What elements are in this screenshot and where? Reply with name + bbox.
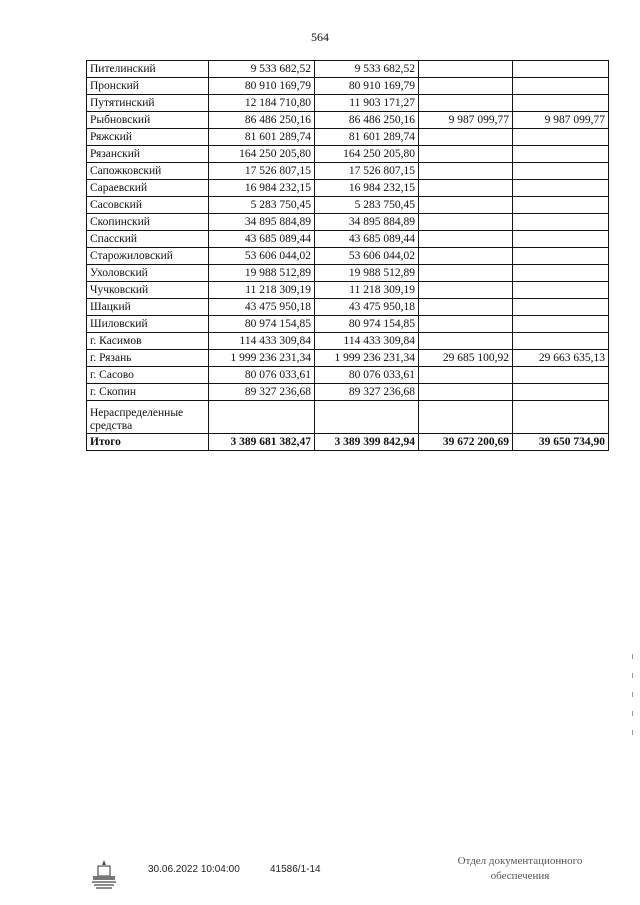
district-name-cell: Нераспределенные средства	[87, 401, 209, 434]
table-row	[87, 163, 609, 180]
amount-cell: 43 475 950,18	[315, 299, 419, 316]
amount-cell	[419, 282, 513, 299]
amount-cell: 89 327 236,68	[209, 384, 315, 401]
amount-cell: 43 685 089,44	[315, 231, 419, 248]
footer-doc-number: 41586/1-14	[270, 864, 321, 875]
table-row	[87, 248, 609, 265]
amount-cell: 16 984 232,15	[315, 180, 419, 197]
table-row	[87, 367, 609, 384]
amount-cell: 9 533 682,52	[209, 61, 315, 78]
amount-cell: 34 895 884,89	[209, 214, 315, 231]
page-number: 564	[311, 30, 329, 44]
amount-cell: 29 663 635,13	[513, 350, 609, 367]
amount-cell	[209, 401, 315, 434]
amount-cell	[419, 299, 513, 316]
amount-cell: 81 601 289,74	[315, 129, 419, 146]
district-name-cell: Чучковский	[87, 282, 209, 299]
amount-cell	[419, 61, 513, 78]
amount-cell: 9 987 099,77	[513, 112, 609, 129]
amount-cell: 11 218 309,19	[209, 282, 315, 299]
district-name-cell: Сараевский	[87, 180, 209, 197]
scan-marks	[630, 640, 634, 840]
district-name-cell: Сасовский	[87, 197, 209, 214]
district-name-cell: Ряжский	[87, 129, 209, 146]
district-name-cell: Шиловский	[87, 316, 209, 333]
table-row	[87, 299, 609, 316]
footer-datetime: 30.06.2022 10:04:00	[148, 864, 240, 875]
amount-cell: 39 650 734,90	[513, 434, 609, 451]
amount-cell: 12 184 710,80	[209, 95, 315, 112]
amount-cell	[419, 401, 513, 434]
amount-cell: 19 988 512,89	[315, 265, 419, 282]
table-row	[87, 265, 609, 282]
table-row	[87, 95, 609, 112]
amount-cell	[513, 282, 609, 299]
amount-cell: 164 250 205,80	[209, 146, 315, 163]
table-row	[87, 112, 609, 129]
amount-cell: 1 999 236 231,34	[315, 350, 419, 367]
amount-cell: 5 283 750,45	[209, 197, 315, 214]
district-name-cell: Путятинский	[87, 95, 209, 112]
table-row	[87, 350, 609, 367]
amount-cell	[513, 265, 609, 282]
amount-cell: 43 685 089,44	[209, 231, 315, 248]
district-name-cell: г. Рязань	[87, 350, 209, 367]
district-name-cell: Скопинский	[87, 214, 209, 231]
amount-cell	[513, 163, 609, 180]
district-name-cell: Старожиловский	[87, 248, 209, 265]
amount-cell	[513, 61, 609, 78]
amount-cell: 29 685 100,92	[419, 350, 513, 367]
table-row	[87, 231, 609, 248]
office-stamp	[440, 854, 600, 884]
amount-cell: 34 895 884,89	[315, 214, 419, 231]
district-name-cell: г. Скопин	[87, 384, 209, 401]
amount-cell: 164 250 205,80	[315, 146, 419, 163]
amount-cell: 86 486 250,16	[315, 112, 419, 129]
amount-cell	[513, 316, 609, 333]
table-row	[87, 282, 609, 299]
table-row	[87, 146, 609, 163]
table-row	[87, 384, 609, 401]
amount-cell: 11 903 171,27	[315, 95, 419, 112]
table-row	[87, 333, 609, 350]
amount-cell: 3 389 681 382,47	[209, 434, 315, 451]
amount-cell	[513, 197, 609, 214]
amount-cell: 16 984 232,15	[209, 180, 315, 197]
amount-cell: 39 672 200,69	[419, 434, 513, 451]
amount-cell: 17 526 807,15	[209, 163, 315, 180]
amount-cell	[513, 78, 609, 95]
amount-cell	[419, 384, 513, 401]
amount-cell	[513, 299, 609, 316]
table-row	[87, 180, 609, 197]
amount-cell: 80 910 169,79	[209, 78, 315, 95]
amount-cell	[513, 129, 609, 146]
amount-cell: 5 283 750,45	[315, 197, 419, 214]
amount-cell: 86 486 250,16	[209, 112, 315, 129]
amount-cell	[419, 146, 513, 163]
district-name-cell: Сапожковский	[87, 163, 209, 180]
amount-cell: 81 601 289,74	[209, 129, 315, 146]
table-row	[87, 129, 609, 146]
amount-cell	[419, 316, 513, 333]
amount-cell	[419, 367, 513, 384]
amount-cell	[513, 214, 609, 231]
amount-cell	[419, 231, 513, 248]
amount-cell	[513, 95, 609, 112]
amount-cell	[419, 129, 513, 146]
amount-cell: 114 433 309,84	[209, 333, 315, 350]
amount-cell: 80 910 169,79	[315, 78, 419, 95]
amount-cell	[419, 163, 513, 180]
amount-cell	[419, 95, 513, 112]
amount-cell: 11 218 309,19	[315, 282, 419, 299]
table-row	[87, 78, 609, 95]
amount-cell: 80 076 033,61	[315, 367, 419, 384]
amount-cell: 80 974 154,85	[209, 316, 315, 333]
amount-cell	[513, 146, 609, 163]
district-name-cell: Пителинский	[87, 61, 209, 78]
amount-cell	[513, 333, 609, 350]
amount-cell	[513, 367, 609, 384]
amount-cell: 53 606 044,02	[209, 248, 315, 265]
amount-cell: 17 526 807,15	[315, 163, 419, 180]
amount-cell	[419, 248, 513, 265]
amount-cell	[419, 197, 513, 214]
amount-cell	[419, 265, 513, 282]
amount-cell: 89 327 236,68	[315, 384, 419, 401]
district-name-cell: Рязанский	[87, 146, 209, 163]
table-row	[87, 197, 609, 214]
seal-logo	[88, 858, 120, 890]
amount-cell	[513, 231, 609, 248]
amount-cell: 80 076 033,61	[209, 367, 315, 384]
amount-cell: 3 389 399 842,94	[315, 434, 419, 451]
amount-cell: 1 999 236 231,34	[209, 350, 315, 367]
district-name-cell: Спасский	[87, 231, 209, 248]
amount-cell	[315, 401, 419, 434]
amount-cell	[513, 401, 609, 434]
amount-cell	[419, 180, 513, 197]
table-row	[87, 61, 609, 78]
district-name-cell: Пронский	[87, 78, 209, 95]
stamp-line-2: обеспечения	[490, 870, 550, 882]
table-row	[87, 214, 609, 231]
stamp-line-1: Отдел документационного	[457, 855, 583, 867]
amount-cell	[419, 78, 513, 95]
amount-cell: 53 606 044,02	[315, 248, 419, 265]
amount-cell: 9 533 682,52	[315, 61, 419, 78]
district-name-cell: г. Сасово	[87, 367, 209, 384]
amount-cell	[419, 333, 513, 350]
budget-table	[86, 60, 609, 451]
amount-cell	[513, 248, 609, 265]
amount-cell	[513, 180, 609, 197]
district-name-cell: Итого	[87, 434, 209, 451]
district-name-cell: Ухоловский	[87, 265, 209, 282]
total-row	[87, 434, 609, 451]
amount-cell: 114 433 309,84	[315, 333, 419, 350]
table-row	[87, 316, 609, 333]
amount-cell: 43 475 950,18	[209, 299, 315, 316]
amount-cell: 9 987 099,77	[419, 112, 513, 129]
amount-cell: 80 974 154,85	[315, 316, 419, 333]
district-name-cell: г. Касимов	[87, 333, 209, 350]
amount-cell: 19 988 512,89	[209, 265, 315, 282]
amount-cell	[419, 214, 513, 231]
amount-cell	[513, 384, 609, 401]
district-name-cell: Рыбновский	[87, 112, 209, 129]
table-row	[87, 401, 609, 434]
district-name-cell: Шацкий	[87, 299, 209, 316]
